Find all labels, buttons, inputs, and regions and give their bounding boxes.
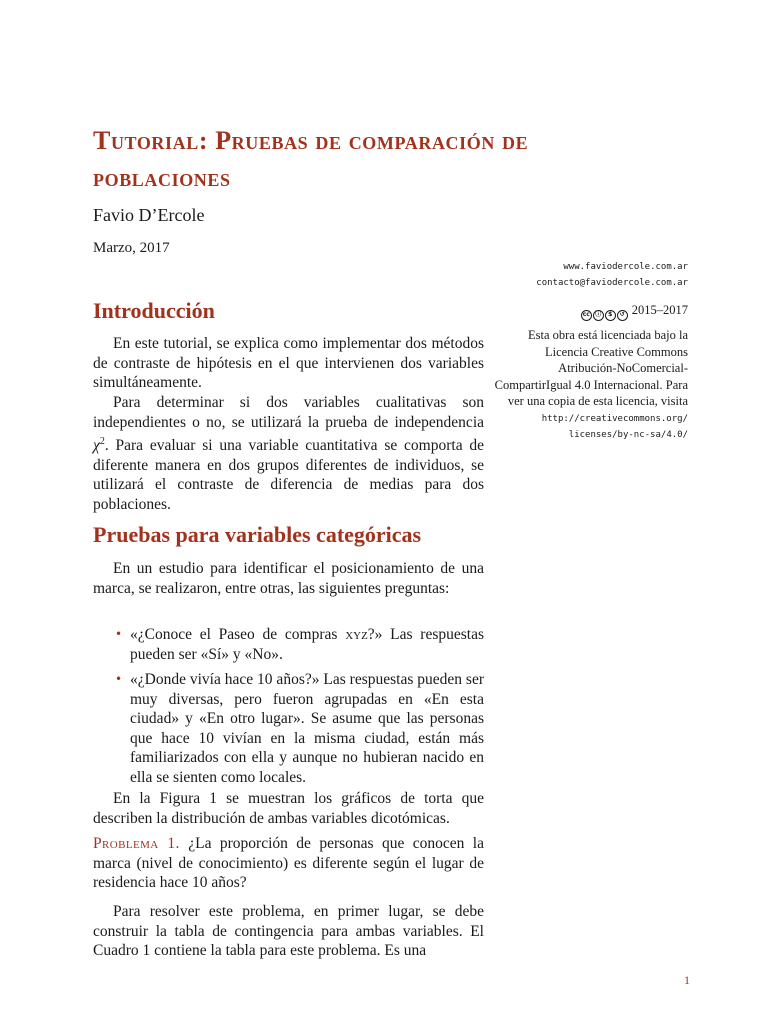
cc-license-icons bbox=[581, 310, 628, 321]
license-years: 2015–2017 bbox=[631, 303, 688, 317]
license-notice bbox=[488, 327, 688, 443]
sa-icon: ↺ bbox=[617, 310, 628, 321]
q1-brand: xyz bbox=[345, 626, 368, 643]
nc-icon: $ bbox=[605, 310, 616, 321]
chi-exponent: 2 bbox=[99, 436, 105, 447]
license-url-line-1[interactable]: http://creativecommons.org/ bbox=[541, 413, 688, 424]
by-icon: ⓘ bbox=[593, 310, 604, 321]
list-item-question-2: «¿Donde vivía hace 10 años?» Las respuestas pueden ser muy diversas, pero fueron agrupadas en «En esta ciudad» y «En otro lugar». Se asume que las personas que hace 10 vivían en la misma ciudad, están más familiarizados con ella y aunque no hubieran nacido en ella se sienten como locales. bbox=[130, 671, 484, 786]
document-title: Tutorial: Pruebas de comparación de poblaciones bbox=[93, 126, 529, 192]
website-link[interactable]: www.faviodercole.com.ar bbox=[563, 262, 688, 272]
chi-symbol: χ bbox=[93, 437, 100, 455]
intro-paragraph-1: En este tutorial, se explica como implementar dos métodos de contraste de hipótesis en el que intervienen dos variables simultáneamente. bbox=[93, 335, 484, 391]
q1-end: ?» Las respuestas pueden ser «Sí» y «No». bbox=[130, 626, 484, 663]
intro-p2-end: . Para evaluar si una variable cuantitativa se comporta de diferente manera en dos grupos diferentes de individuos, se utilizará el contraste de diferencia de medias para dos poblaciones. bbox=[93, 437, 484, 513]
intro-paragraph-2 bbox=[93, 393, 484, 514]
license-text: Esta obra está licenciada bajo la Licencia Creative Commons Atribución-NoComercial-CompartirIgual 4.0 Internacional. Para ver una copia de esta licencia, visita bbox=[494, 328, 688, 408]
section-heading-categorical: Pruebas para variables categóricas bbox=[93, 522, 422, 547]
problem-statement bbox=[93, 834, 484, 893]
license-url-line-2[interactable]: licenses/by-nc-sa/4.0/ bbox=[568, 429, 688, 440]
cc-icon: cc bbox=[581, 310, 592, 321]
q1-start: «¿Conoce el Paseo de compras bbox=[130, 626, 346, 643]
license-badge-row bbox=[488, 302, 688, 321]
section-heading-intro: Introducción bbox=[93, 298, 215, 323]
bullet-marker: • bbox=[115, 672, 123, 686]
page-number: 1 bbox=[684, 973, 690, 987]
categorical-paragraph-1: En un estudio para identificar el posicionamiento de una marca, se realizaron, entre otras, las siguientes preguntas: bbox=[93, 560, 484, 597]
categorical-paragraph-3: Para resolver este problema, en primer lugar, se debe construir la tabla de contingencia para ambas variables. El Cuadro 1 contiene la tabla para este problema. Es una bbox=[93, 903, 484, 959]
intro-p2-start: Para determinar si dos variables cualitativas son independientes o no, se utilizará la prueba de independencia bbox=[93, 394, 484, 431]
bullet-marker: • bbox=[115, 627, 123, 641]
list-item-question-1 bbox=[130, 625, 484, 664]
document-date: Marzo, 2017 bbox=[93, 240, 170, 256]
problem-label: Problema 1. bbox=[93, 835, 180, 852]
sidebar-contact bbox=[488, 259, 688, 291]
problem-text: ¿La proporción de personas que conocen la marca (nivel de conocimiento) es diferente según el lugar de residencia hace 10 años? bbox=[93, 835, 484, 891]
categorical-paragraph-2: En la Figura 1 se muestran los gráficos de torta que describen la distribución de ambas variables dicotómicas. bbox=[93, 790, 484, 827]
author-name: Favio D’Ercole bbox=[93, 205, 205, 225]
email-link[interactable]: contacto@faviodercole.com.ar bbox=[536, 278, 688, 288]
